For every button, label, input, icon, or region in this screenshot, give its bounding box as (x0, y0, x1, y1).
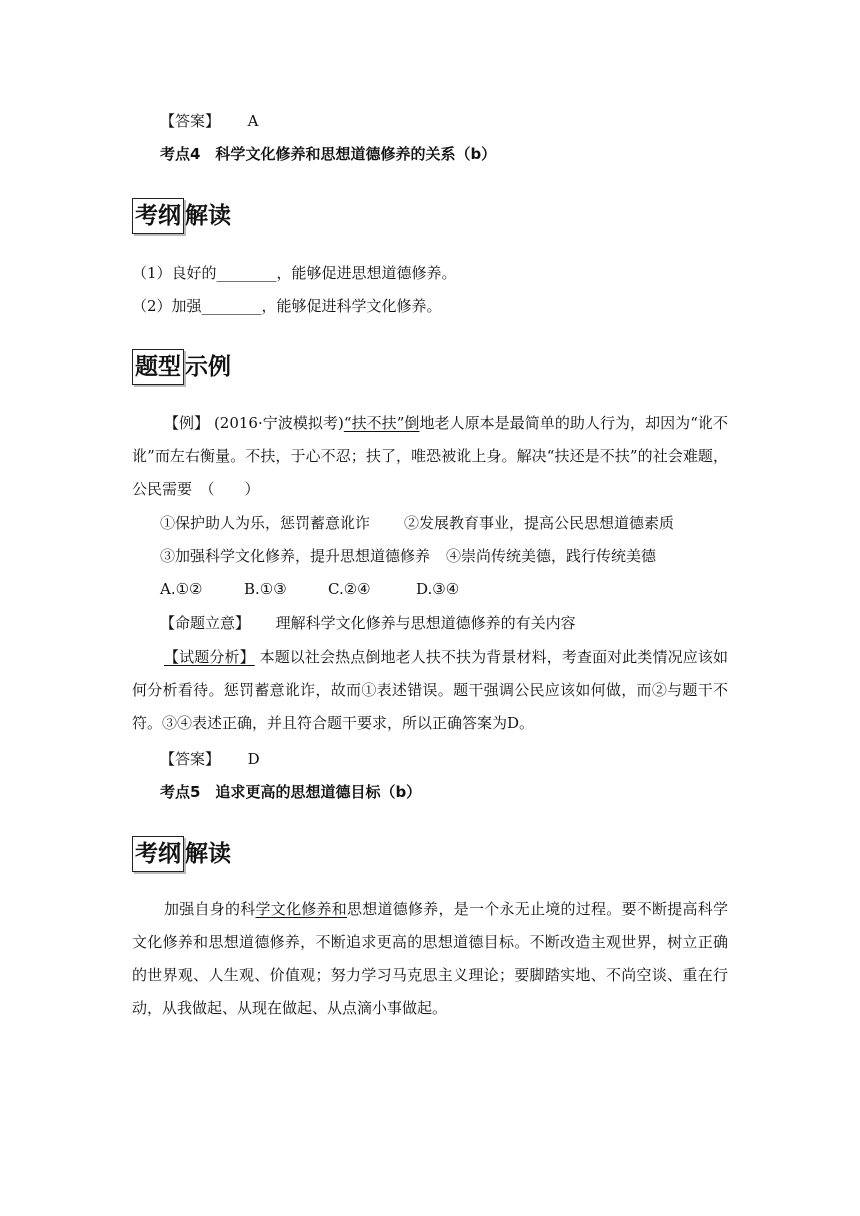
analysis-label: 【试题分析】 (164, 648, 255, 666)
analysis-text: 本题以社会热点倒地老人扶不扶为背景材料，考查面对此类情况应该如何分析看待。惩罚蓄意讹诈，故而①表述错误。题干强调公民应该如何做，而②与题干不符。③④表述正确，并且符合题干要求，所以正确答案为D。 (132, 648, 728, 732)
heading-boxed-text: 考纲 (132, 836, 184, 872)
kaodian-4-title: 考点4 科学文化修养和思想道德修养的关系（b） (160, 145, 497, 163)
section-heading-outline-2 (132, 834, 231, 874)
heading-rest-text: 解读 (185, 203, 231, 229)
section-heading-outline-1 (132, 196, 231, 236)
answer-choices (160, 578, 459, 600)
fill-blank-item-2: （2）加强________，能够促进科学文化修养。 (132, 297, 442, 315)
choice-b: B.①③ (244, 580, 287, 598)
example-label: 【例】 (164, 414, 210, 432)
final-paragraph (132, 893, 728, 1025)
final-underlined: 学文化修养和 (255, 900, 347, 918)
answer-value: D (247, 750, 260, 768)
choice-c: C.②④ (328, 580, 371, 598)
example-text: 地老人原本是最简单的助人行为，却因为“讹不讹”而左右衡量。不扶，于心不忍；扶了，唯恐被讹上身。解决“扶还是不扶”的社会难题，公民需要 （ ） (132, 414, 728, 498)
choice-a: A.①② (160, 580, 203, 598)
option-4: ④崇尚传统美德，践行传统美德 (446, 547, 657, 565)
heading-rest-text: 解读 (185, 841, 231, 867)
option-2: ②发展教育事业，提高公民思想道德素质 (404, 514, 675, 532)
heading-boxed-text: 考纲 (132, 198, 184, 234)
example-underlined-phrase: “扶不扶”倒 (343, 414, 420, 432)
options-row-1 (160, 512, 674, 534)
analysis-paragraph (132, 641, 728, 740)
example-source: (2016·宁波模拟考) (213, 414, 344, 432)
fill-blank-item-1: （1）良好的________，能够促进思想道德修养。 (132, 264, 457, 282)
answer-label: 【答案】 (160, 750, 221, 768)
answer-line-1 (160, 110, 258, 132)
options-row-2 (160, 545, 656, 567)
intent-label: 【命题立意】 (160, 614, 251, 632)
example-question (132, 407, 728, 506)
final-pre: 加强自身的科 (164, 900, 256, 918)
answer-value: A (247, 112, 259, 130)
intent-text: 理解科学文化修养与思想道德修养的有关内容 (275, 614, 576, 632)
option-1: ①保护助人为乐，惩罚蓄意讹诈 (160, 514, 371, 532)
option-3: ③加强科学文化修养，提升思想道德修养 (160, 547, 431, 565)
section-heading-examples (132, 347, 231, 387)
heading-rest-text: 示例 (185, 354, 231, 380)
answer-line-2 (160, 748, 260, 770)
final-post: 思想道德修养，是一个永无止境的过程。要不断提高科学文化修养和思想道德修养，不断追求更高的思想道德目标。不断改造主观世界，树立正确的世界观、人生观、价值观；努力学习马克思主义理论；要脚踏实地、不尚空谈、重在行动，从我做起、从现在做起、从点滴小事做起。 (132, 900, 728, 1017)
kaodian-5-title: 考点5 追求更高的思想道德目标（b） (160, 783, 422, 801)
heading-boxed-text: 题型 (132, 349, 184, 385)
intent-line (160, 612, 576, 634)
choice-d: D.③④ (416, 580, 460, 598)
answer-label: 【答案】 (160, 112, 221, 130)
